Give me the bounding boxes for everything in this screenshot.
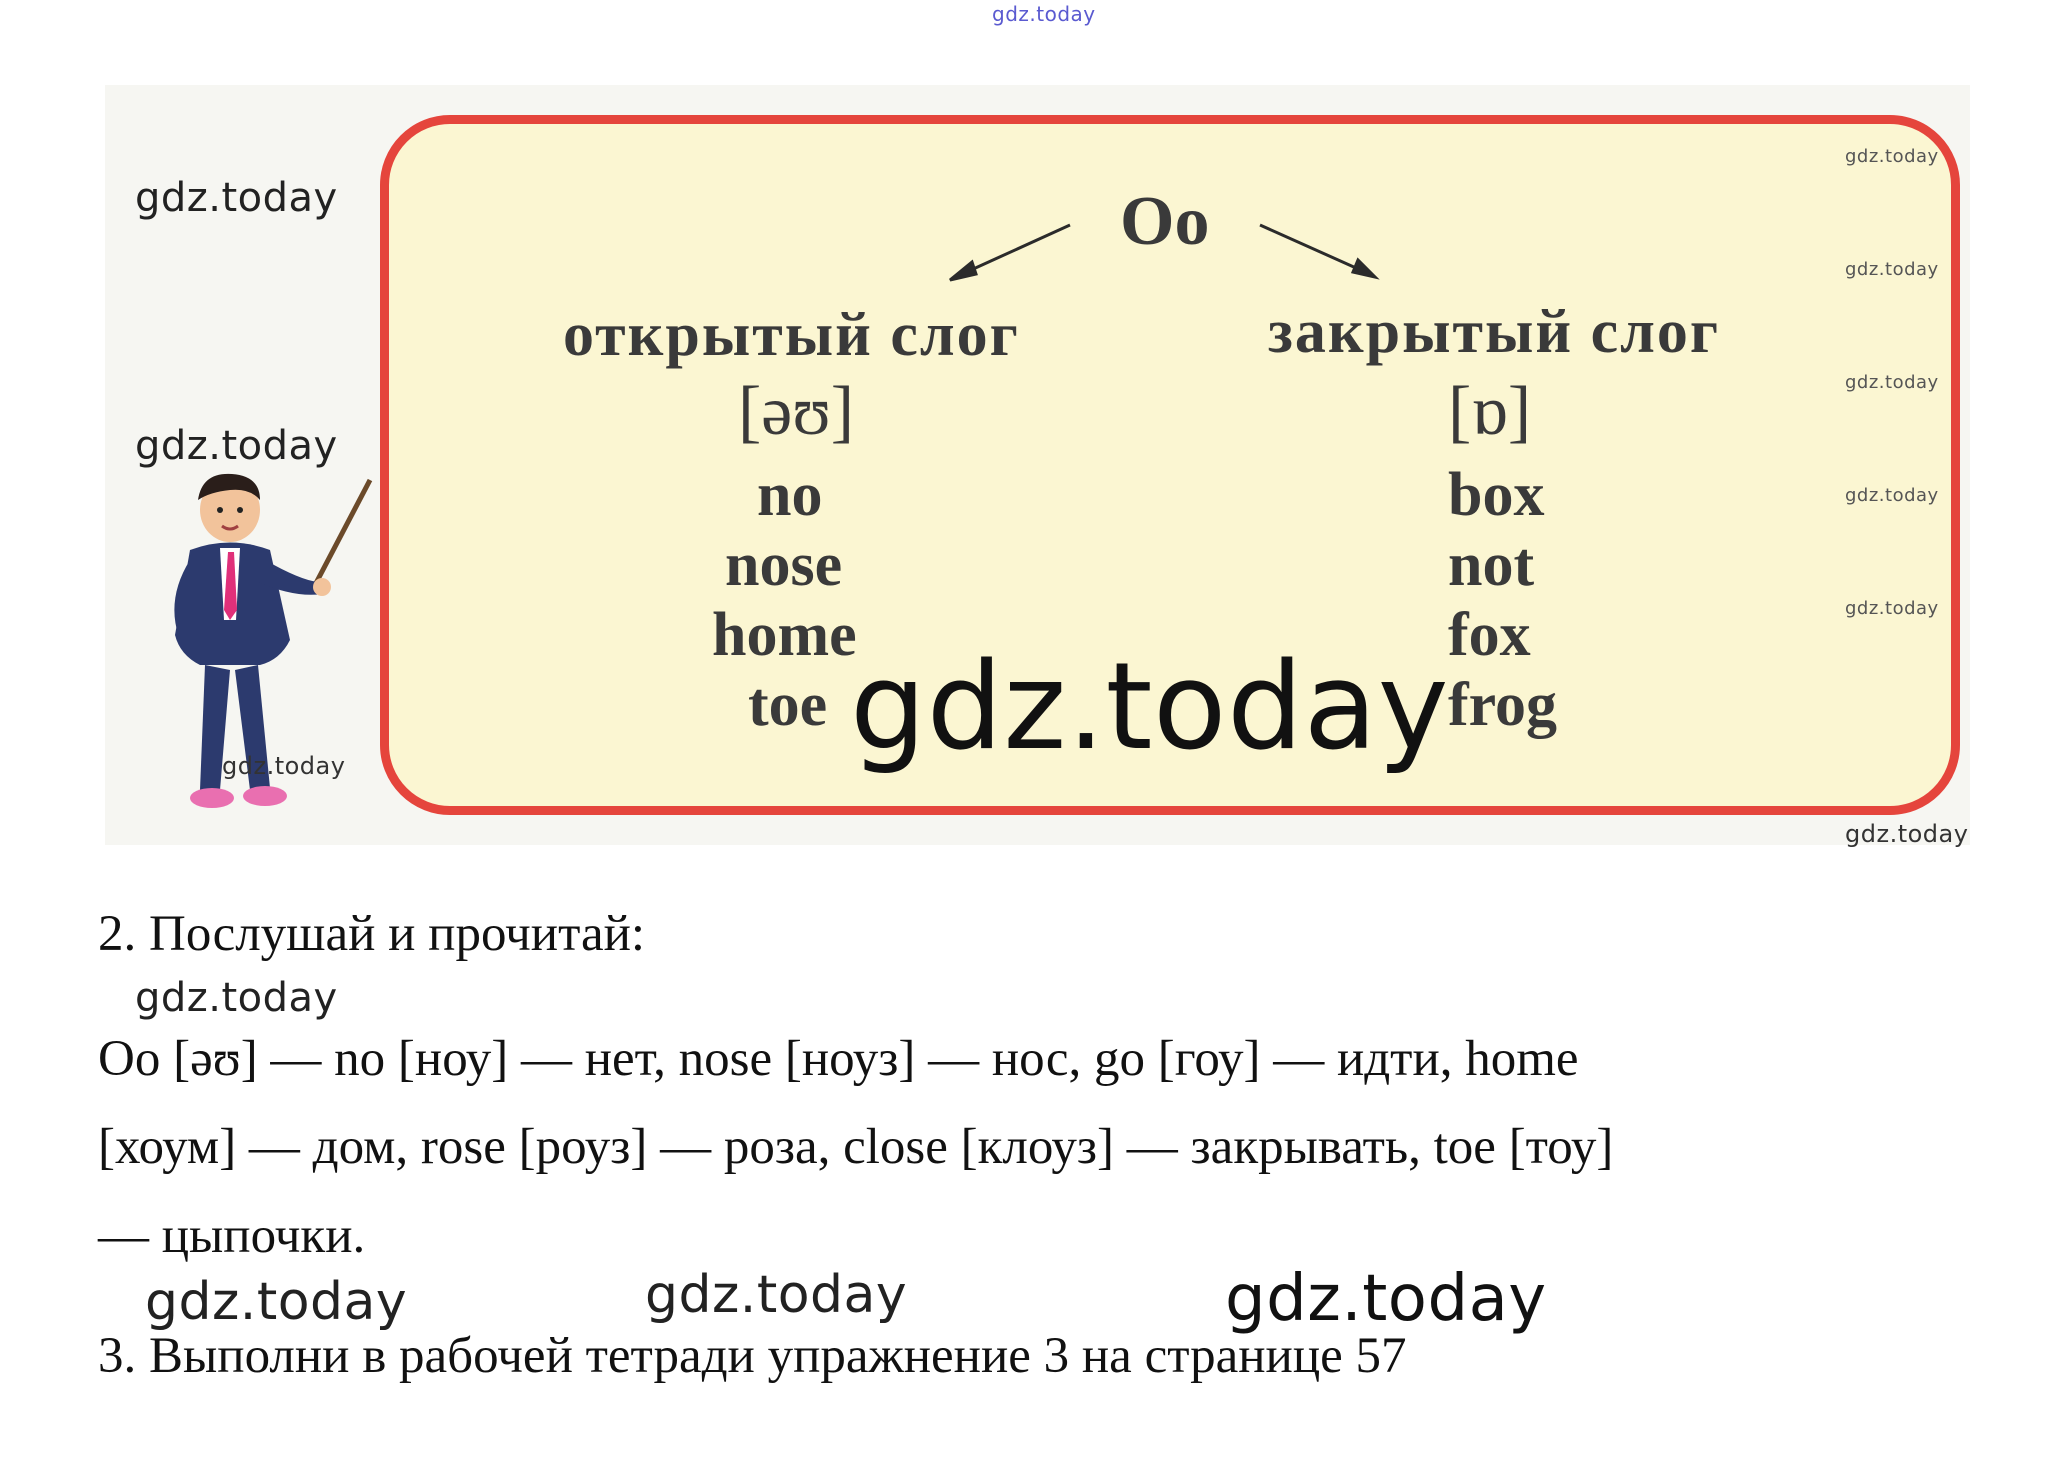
closed-word-1: box — [1448, 461, 1545, 529]
watermark-13: gdz.today — [1225, 1262, 1547, 1336]
watermark-8: gdz.today — [222, 752, 346, 780]
watermark-7: gdz.today — [1845, 598, 1939, 619]
exercise-2-line-1: Oo [əʊ] — no [ноу] — нет, nose [ноуз] — нос, go [гоу] — идти, home — [98, 1031, 1579, 1087]
exercise-2-heading: 2. Послушай и прочитай: — [98, 906, 646, 962]
open-word-3: home — [712, 601, 857, 669]
arrow-left-icon — [950, 225, 1070, 280]
open-word-4: toe — [748, 671, 828, 739]
closed-word-4: frog — [1448, 671, 1558, 739]
closed-syllable-label: закрытый слог — [1268, 298, 1721, 366]
watermark-3: gdz.today — [1845, 146, 1939, 167]
closed-word-2: not — [1448, 531, 1535, 599]
watermark-11: gdz.today — [145, 1272, 408, 1332]
watermark-top: gdz.today — [992, 2, 1096, 26]
rule-letter: Oo — [1120, 183, 1210, 260]
watermark-10: gdz.today — [135, 975, 338, 1021]
watermark-2: gdz.today — [135, 423, 338, 469]
watermark-6: gdz.today — [1845, 485, 1939, 506]
watermark-1: gdz.today — [135, 175, 338, 221]
arrow-right-icon — [1260, 225, 1375, 277]
open-phoneme: [əʊ] — [738, 373, 855, 450]
open-word-2: nose — [725, 531, 843, 599]
exercise-2-line-2: [хоум] — дом, rose [роуз] — роза, close [клоуз] — закрывать, toe [тоу] — [98, 1119, 1614, 1175]
watermark-4: gdz.today — [1845, 259, 1939, 280]
open-word-1: no — [757, 461, 823, 529]
watermark-large-center: gdz.today — [850, 638, 1450, 777]
closed-phoneme: [ɒ] — [1448, 373, 1532, 450]
open-syllable-label: открытый слог — [563, 301, 1020, 369]
watermark-12: gdz.today — [645, 1265, 908, 1325]
watermark-9: gdz.today — [1845, 820, 1969, 848]
watermark-5: gdz.today — [1845, 372, 1939, 393]
closed-word-3: fox — [1448, 601, 1531, 669]
exercise-2-line-3: — цыпочки. — [98, 1208, 366, 1264]
exercise-3-text: 3. Выполни в рабочей тетради упражнение 3 на странице 57 — [98, 1328, 1407, 1384]
